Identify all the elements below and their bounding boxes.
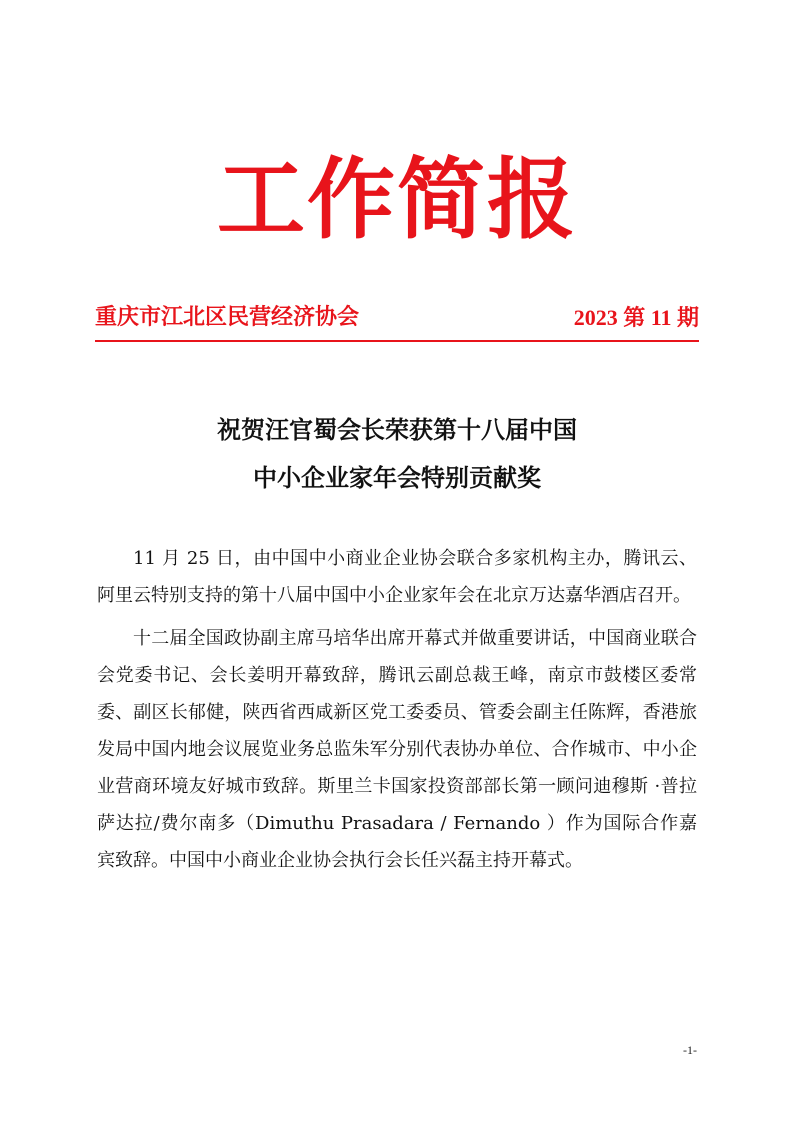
page-number: -1- <box>683 1043 697 1057</box>
article-title <box>95 406 699 502</box>
issue-header <box>95 300 699 336</box>
organization-name: 重庆市江北区民营经济协会 <box>95 305 360 330</box>
article-title-line-2: 中小企业家年会特别贡献奖 <box>253 463 541 492</box>
masthead-title: 工作简报 <box>216 148 577 251</box>
header-divider <box>95 340 699 342</box>
paragraph: 十二届全国政协副主席马培华出席开幕式并做重要讲话，中国商业联合会党委书记、会长姜明开幕致辞，腾讯云副总裁王峰，南京市鼓楼区委常委、副区长郁健，陕西省西咸新区党工委委员、管委会副主任陈辉，香港旅发局中国内地会议展览业务总监朱军分别代表协办单位、合作城市、中小企业营商环境友好城市致辞。斯里兰卡国家投资部部长第一顾问迪穆斯 ·普拉萨达拉/费尔南多（Dimuthu Prasadara / Fernando ）作为国际合作嘉宾致辞。中国中小商业企业协会执行会长任兴磊主持开幕式。 <box>97 628 697 871</box>
paragraph: 11 月 25 日，由中国中小商业企业协会联合多家机构主办，腾讯云、阿里云特别支持的第十八届中国中小企业家年会在北京万达嘉华酒店召开。 <box>97 548 697 606</box>
article-body <box>97 540 697 885</box>
issue-number: 2023 第 11 期 <box>573 305 699 330</box>
article-title-line-1: 祝贺汪官蜀会长荣获第十八届中国 <box>217 415 577 444</box>
